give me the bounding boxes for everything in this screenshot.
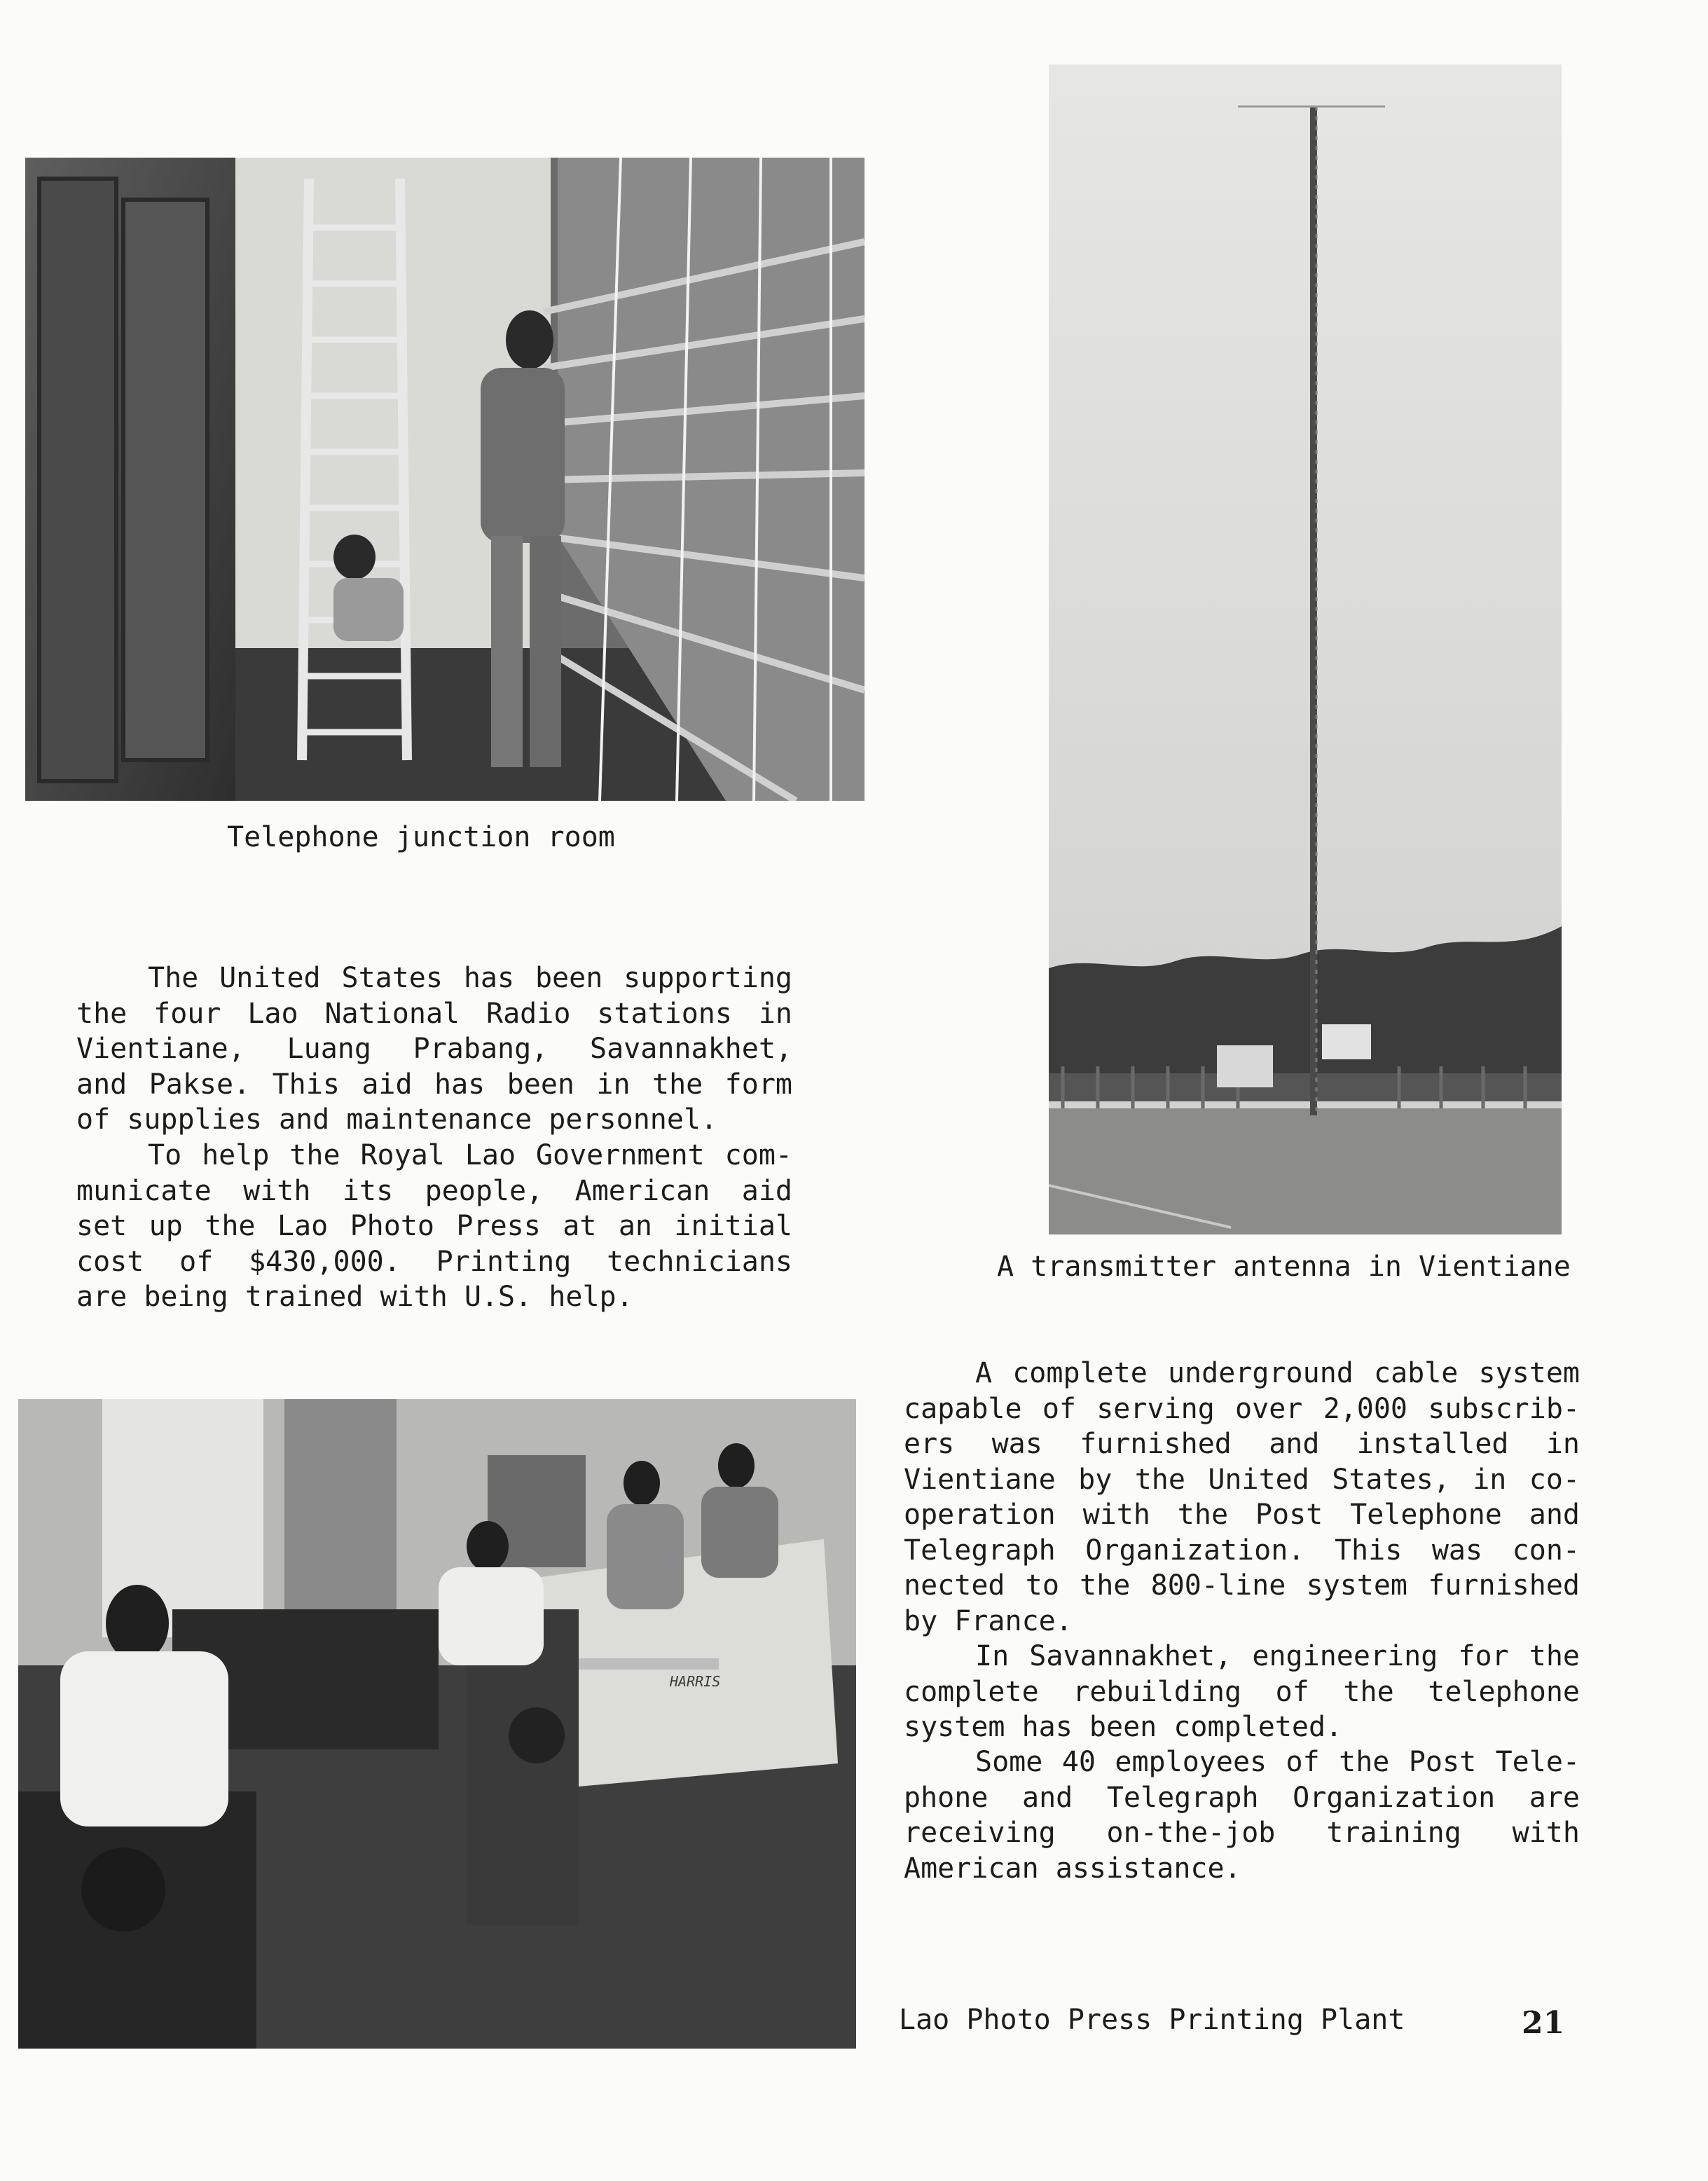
antenna-photo-caption: A transmitter antenna in Vientiane <box>997 1251 1571 1283</box>
text-line: Vientiane, Luang Prabang, Savannakhet, <box>76 1033 792 1065</box>
text-line: system has been completed. <box>904 1711 1343 1743</box>
text-line: are being trained with U.S. help. <box>76 1281 633 1313</box>
text-line: To help the Royal Lao Government com- <box>148 1139 792 1171</box>
text-line: receiving on-the-job training with <box>904 1817 1580 1849</box>
text-line: nected to the 800-line system furnished <box>904 1569 1580 1602</box>
training-paragraph <box>904 1745 1580 1886</box>
text-line: Vientiane by the United States, in co- <box>904 1463 1580 1496</box>
text-line: In Savannakhet, engineering for the <box>975 1640 1580 1672</box>
text-line: the four Lao National Radio stations in <box>76 997 792 1030</box>
text-line: of supplies and maintenance personnel. <box>76 1103 718 1136</box>
page-number: 21 <box>1522 2005 1565 2041</box>
text-line: A complete underground cable system <box>975 1357 1580 1389</box>
transmitter-antenna-photo <box>1049 64 1562 1234</box>
press-brand-label: HARRIS <box>670 1673 721 1690</box>
text-line: capable of serving over 2,000 subscrib- <box>904 1392 1580 1425</box>
junction-photo-caption: Telephone junction room <box>227 821 615 853</box>
text-line: Some 40 employees of the Post Tele- <box>975 1746 1580 1778</box>
text-line: by France. <box>904 1604 1073 1637</box>
photo-press-paragraph <box>76 1138 792 1315</box>
text-line: operation with the Post Telephone and <box>904 1499 1580 1531</box>
text-line: complete rebuilding of the telephone <box>904 1675 1580 1708</box>
printing-plant-photo <box>18 1399 856 2049</box>
savannakhet-paragraph <box>904 1639 1580 1745</box>
telephone-junction-room-photo <box>25 158 865 801</box>
cable-system-paragraph <box>904 1356 1580 1639</box>
text-line: American assistance. <box>904 1852 1241 1885</box>
radio-support-paragraph <box>76 961 792 1138</box>
text-line: phone and Telegraph Organization are <box>904 1781 1580 1814</box>
text-line: The United States has been supporting <box>148 962 792 994</box>
text-line: cost of $430,000. Printing technicians <box>76 1245 792 1278</box>
text-line: and Pakse. This aid has been in the form <box>76 1068 792 1101</box>
text-line: ers was furnished and installed in <box>904 1428 1580 1460</box>
printing-plant-caption: Lao Photo Press Printing Plant <box>899 2004 1405 2036</box>
text-line: Telegraph Organization. This was con- <box>904 1534 1580 1567</box>
text-line: municate with its people, American aid <box>76 1174 792 1207</box>
text-line: set up the Lao Photo Press at an initial <box>76 1210 792 1242</box>
